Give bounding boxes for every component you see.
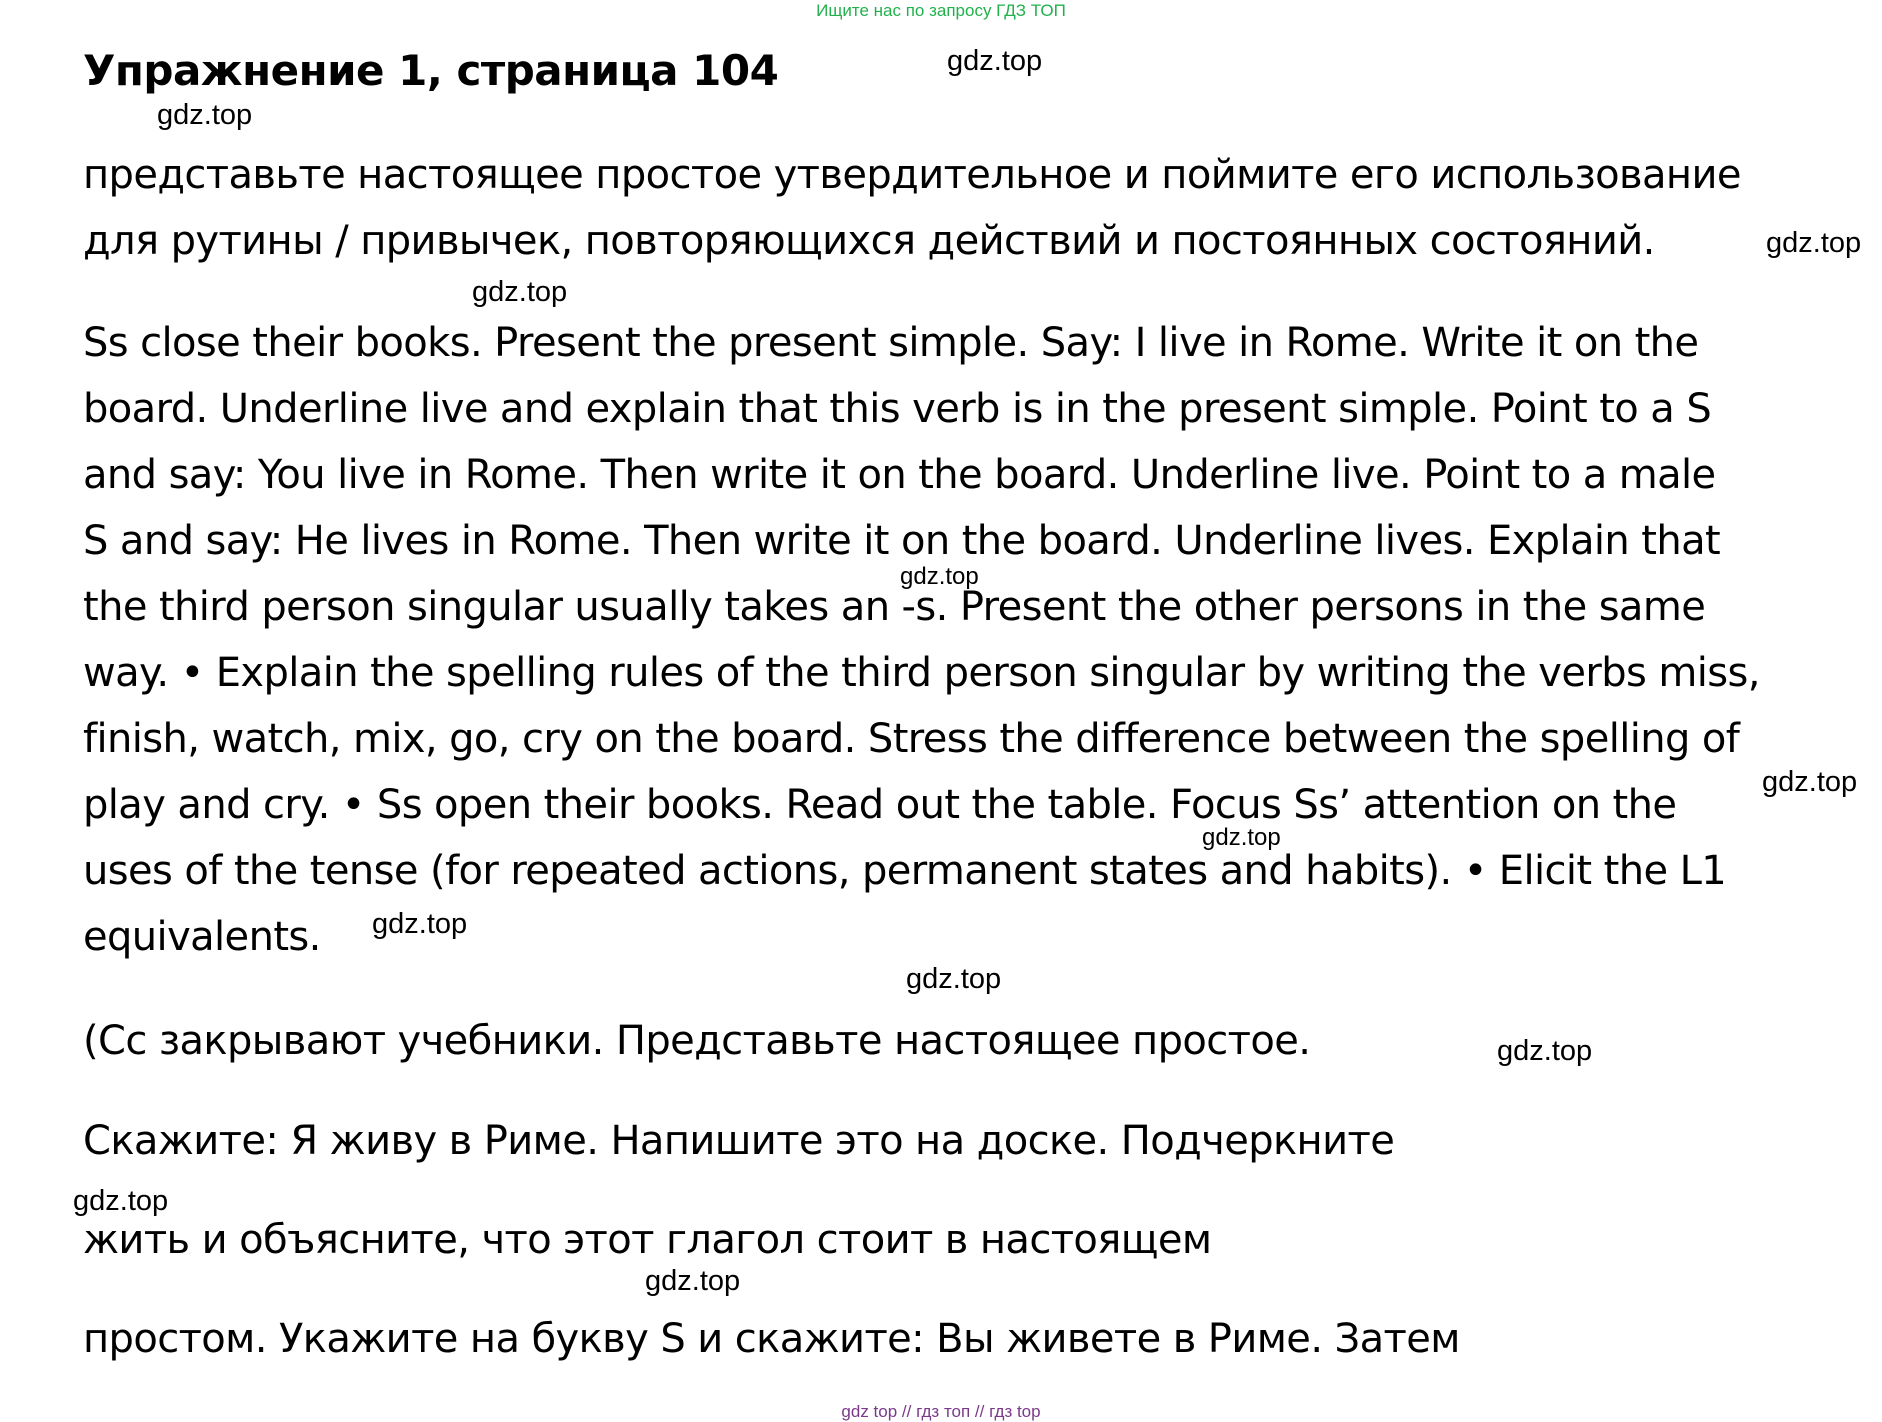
text-line: S and say: He lives in Rome. Then write it on the board. Underline lives. Explain that xyxy=(83,518,1721,564)
text-line: equivalents. xyxy=(83,914,321,960)
watermark: gdz.top xyxy=(906,963,1002,995)
text-line: finish, watch, mix, go, cry on the board. Stress the difference between the spelling of xyxy=(83,716,1740,762)
watermark: gdz.top xyxy=(472,276,568,308)
text-line: the third person singular usually takes an -s. Present the other persons in the same xyxy=(83,584,1706,630)
text-line: представьте настоящее простое утвердительное и поймите его использование xyxy=(83,152,1741,198)
russian-paragraph-2: Скажите: Я живу в Риме. Напишите это на доске. Подчеркните xyxy=(83,1118,1395,1164)
watermark: gdz.top xyxy=(1497,1035,1593,1067)
text-line: and say: You live in Rome. Then write it on the board. Underline live. Point to a male xyxy=(83,452,1716,498)
footer: gdz top // гдз топ // гдз top xyxy=(841,1402,1041,1421)
intro-paragraph xyxy=(83,142,1741,274)
watermark: gdz.top xyxy=(1766,227,1862,259)
text-line: Ss close their books. Present the present simple. Say: I live in Rome. Write it on the xyxy=(83,320,1699,366)
watermark: gdz.top xyxy=(372,908,468,940)
watermark: gdz.top xyxy=(1762,766,1858,798)
text-line: board. Underline live and explain that this verb is in the present simple. Point to a S xyxy=(83,386,1712,432)
watermark: gdz.top xyxy=(73,1185,169,1217)
top-banner: Ищите нас по запросу ГДЗ ТОП xyxy=(816,1,1066,20)
watermark: gdz.top xyxy=(1202,824,1281,851)
english-paragraph xyxy=(83,310,1760,970)
watermark: gdz.top xyxy=(645,1265,741,1297)
russian-paragraph-4: простом. Укажите на букву S и скажите: Вы живете в Риме. Затем xyxy=(83,1316,1460,1362)
russian-paragraph-3: жить и объясните, что этот глагол стоит в настоящем xyxy=(83,1217,1212,1263)
text-line: way. • Explain the spelling rules of the third person singular by writing the verbs miss, xyxy=(83,650,1760,696)
text-line: uses of the tense (for repeated actions, permanent states and habits). • Elicit the L1 xyxy=(83,848,1727,894)
russian-paragraph-1: (Сс закрывают учебники. Представьте настоящее простое. xyxy=(83,1018,1311,1064)
watermark: gdz.top xyxy=(157,99,253,131)
watermark: gdz.top xyxy=(947,45,1043,77)
page-title: Упражнение 1, страница 104 xyxy=(83,46,779,95)
text-line: для рутины / привычек, повторяющихся действий и постоянных состояний. xyxy=(83,218,1655,264)
text-line: play and cry. • Ss open their books. Read out the table. Focus Ss’ attention on the xyxy=(83,782,1677,828)
watermark: gdz.top xyxy=(900,563,979,590)
